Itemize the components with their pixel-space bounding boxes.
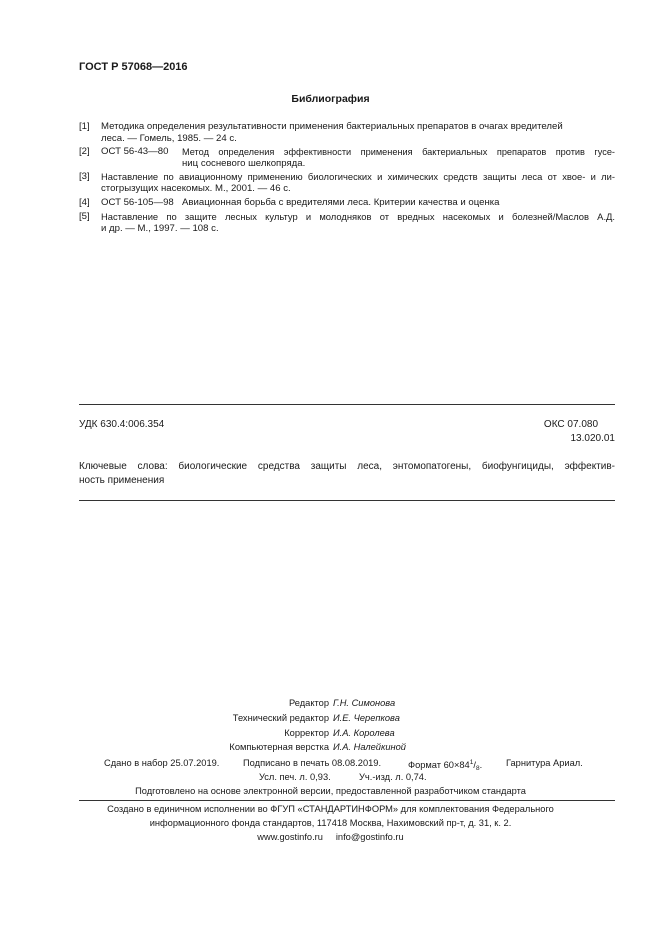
ref-text-line: ниц сосневого шелкопряда. bbox=[182, 158, 306, 170]
ref-code: ОСТ 56-105—98 bbox=[101, 197, 174, 208]
print-sheets: Усл. печ. л. 0,93. bbox=[259, 772, 331, 782]
format-suffix: . bbox=[479, 760, 483, 770]
credit-name: И.Е. Черепкова bbox=[333, 712, 400, 723]
footer-line: информационного фонда стандартов, 117418 Москва, Нахимовский пр-т, д. 31, к. 2. bbox=[149, 818, 512, 828]
credit-row bbox=[0, 740, 661, 755]
ref-code: ОСТ 56-43—80 bbox=[101, 146, 169, 157]
credits-block bbox=[0, 696, 661, 755]
format-numerator: 1 bbox=[469, 759, 474, 766]
keywords-line: Ключевые слова: биологические средства защиты леса, энтомопатогены, биофунгициды, эффектив- bbox=[79, 461, 615, 472]
email-link[interactable]: info@gostinfo.ru bbox=[335, 832, 404, 842]
bibliography-item bbox=[79, 146, 615, 171]
footer-contacts bbox=[0, 831, 661, 845]
credit-row bbox=[0, 711, 661, 726]
credit-label: Компьютерная верстка bbox=[229, 742, 329, 753]
credit-name: И.А. Королева bbox=[333, 727, 395, 738]
website-link[interactable]: www.gostinfo.ru bbox=[257, 832, 323, 842]
ref-text-line: и др. — М., 1997. — 108 с. bbox=[101, 223, 219, 235]
bibliography-title: Библиография bbox=[291, 93, 370, 105]
format-denominator: 8 bbox=[475, 765, 480, 772]
footer-line: Создано в единичном исполнении во ФГУП «СТАНДАРТИНФОРМ» для комплектования Федерального bbox=[107, 804, 554, 814]
ref-number: [4] bbox=[79, 197, 90, 208]
credit-label: Редактор bbox=[288, 698, 329, 708]
divider bbox=[79, 500, 615, 501]
credit-row bbox=[0, 726, 661, 741]
ref-text-line: стогрызущих насекомых. М., 2001. — 46 с. bbox=[101, 183, 291, 195]
ref-text-line: Наставление по защите лесных культур и молодняков от вредных насекомых и болезней/Маслов А.Д. bbox=[101, 211, 615, 222]
credit-row bbox=[0, 696, 661, 711]
ref-text-line: Методика определения результативности применения бактериальных препаратов в очагах вредителей bbox=[101, 121, 563, 132]
prepared-note: Подготовлено на основе электронной версии, предоставленной разработчиком стандарта bbox=[135, 786, 526, 796]
ref-number: [5] bbox=[79, 211, 90, 222]
ref-text-line: Наставление по авиационному применению биологических и химических средств защиты леса от хвое- и ли- bbox=[101, 171, 615, 182]
udk-code: УДК 630.4:006.354 bbox=[79, 419, 165, 430]
oks-code-secondary: 13.020.01 bbox=[570, 433, 615, 444]
oks-code: ОКС 07.080 bbox=[543, 419, 598, 430]
credit-name: И.А. Налейкиной bbox=[333, 742, 406, 753]
submitted-date: Сдано в набор 25.07.2019. bbox=[104, 758, 220, 768]
ref-text-line: Авиационная борьба с вредителями леса. Критерии качества и оценка bbox=[182, 197, 500, 208]
credit-label: Технический редактор bbox=[232, 712, 329, 723]
divider bbox=[79, 800, 615, 801]
ref-text-line: леса. — Гомель, 1985. — 24 с. bbox=[101, 133, 237, 145]
ref-number: [1] bbox=[79, 121, 90, 132]
format-slash: / bbox=[473, 760, 476, 770]
credit-name: Г.Н. Симонова bbox=[333, 698, 396, 708]
typeface: Гарнитура Ариал. bbox=[506, 758, 583, 768]
bibliography-item bbox=[79, 211, 615, 236]
keywords-line: ность применения bbox=[79, 475, 165, 486]
ref-number: [2] bbox=[79, 146, 90, 157]
credit-label: Корректор bbox=[284, 727, 329, 738]
bibliography-item bbox=[79, 121, 615, 146]
ref-number: [3] bbox=[79, 171, 90, 182]
document-header: ГОСТ Р 57068—2016 bbox=[79, 61, 188, 73]
publisher-sheets: Уч.-изд. л. 0,74. bbox=[359, 772, 427, 782]
signed-date: Подписано в печать 08.08.2019. bbox=[243, 758, 382, 768]
bibliography-item bbox=[79, 197, 615, 209]
bibliography-item bbox=[79, 171, 615, 196]
divider bbox=[79, 404, 615, 405]
format-text: Формат 60×84 bbox=[408, 760, 470, 770]
keywords bbox=[79, 460, 615, 488]
ref-text-line: Метод определения эффективности применения бактериальных препаратов против гусе- bbox=[182, 147, 615, 157]
